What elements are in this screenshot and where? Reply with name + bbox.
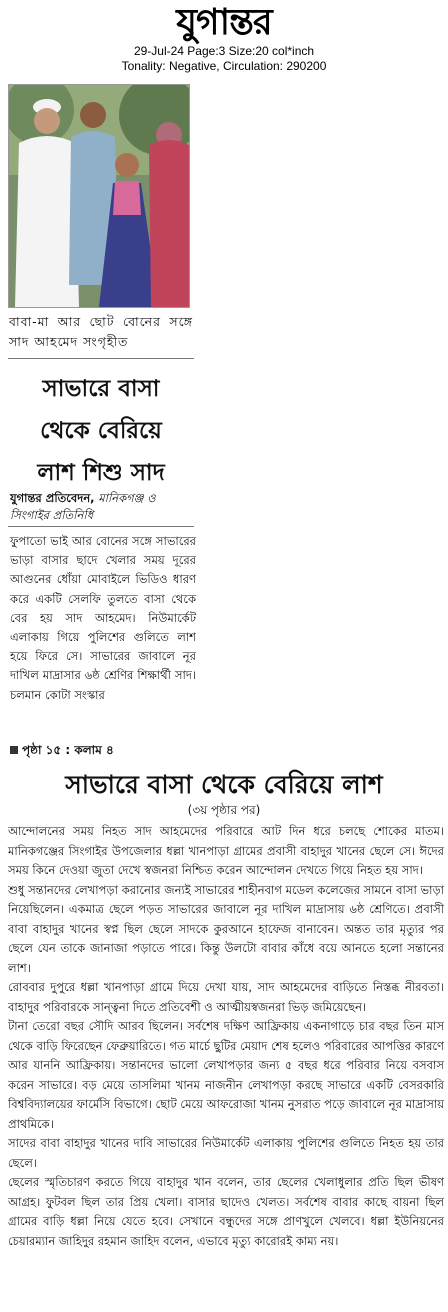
masthead: [0, 0, 448, 74]
paragraph: আন্দোলনের সময় নিহত সাদ আহমেদের পরিবারে আট দিন ধরে চলছে শোকের মাতম। মানিকগঞ্জের সিংগাইর উপজেলার ধল্লা খানপাড়া গ্রামের প্রবাসী বাহাদুর খানের ছেলে সে। ঈদের সময় কিনে দেওয়া জুতা দেখে স্বজনরা নিশ্চিত করেন আন্দোলন দেখতে গিয়ে নিহত হয় সাদ।: [8, 824, 444, 877]
clipping-meta-line1: 29-Jul-24 Page:3 Size:20 col*inch: [133, 44, 315, 58]
byline-location: মানিকগঞ্জ ও সিংগাইর প্রতিনিধি: [10, 491, 156, 522]
family-photo: [8, 84, 190, 308]
jump-reference: [10, 742, 114, 762]
family-photo-image: [9, 85, 189, 307]
byline: [10, 490, 196, 524]
article-body: ফুপাতো ভাই আর বোনের সঙ্গে সাভারের ভাড়া বাসার ছাদে খেলার সময় দূরের আগুনের ধোঁয়া মোবাইলে ভিডিও ধারণ করে একটি সেলফি তুলতে বাসা থেকে বের হয় সাদ আহমেদ। নিউমার্কেট এলাকায় গিয়ে পুলিশের গুলিতে লাশ হয়ে ফিরে সে। সাভারের জাবালে নূর দাখিল মাদ্রাসার ৬ষ্ঠ শ্রেণির শিক্ষার্থী সাদ। চলমান কোটা সংস্কার: [10, 534, 196, 702]
paragraph: শুধু সন্তানদের লেখাপড়া করানোর জন্যই সাভারের শাহীনবাগ মডেল কলেজের সামনে বাসা ভাড়া নিয়েছিলেন। একমাত্র ছেলে পড়ত সাভারের জাবালে নূর দাখিল মাদ্রাসায় ৬ষ্ঠ শ্রেণিতে। প্রবাসী বাবা বাহাদুর খানের স্বপ্ন ছিল ছেলে সাদকে কুরআনে হাফেজ বানাবেন। অন্তত তার মৃত্যুর পর ছেলে যেন তাকে জানাজা পড়াতে পারে। কিন্তু উলটো বাবার কাঁধে বয়ে আনতে হলো সন্তানের লাশ।: [8, 882, 444, 975]
paragraph: ছেলের স্মৃতিচারণ করতে গিয়ে বাহাদুর খান বলেন, তার ছেলের খেলাধুলার প্রতি ছিল ভীষণ আগ্রহ। ফুটবল ছিল তার প্রিয় খেলা। বাসার ছাদেও খেলত। সর্বশেষ বাবার কাছে বায়না ছিল গ্রামের বাড়ি ধল্লা নিয়ে যেতে হবে। সেখানে বন্ধুদের সঙ্গে প্রাণখুলে খেলবে। ধল্লা ইউনিয়নের চেয়ারম্যান জাহিদুর রহমান জাহিদ বলেন, এভাবে মৃত্যু কারোরই কাম্য নয়।: [8, 1175, 444, 1248]
square-bullet-icon: [10, 746, 18, 754]
continuation-body: [8, 822, 444, 1251]
newspaper-logo: যুগান্তর: [176, 1, 272, 43]
paragraph: টানা তেরো বছর সৌদি আরব ছিলেন। সর্বশেষ দক্ষিণ আফ্রিকায় একনাগাড়ে চার বছর তিন মাস থেকে বাড়ি ফিরেছেন ফেব্রুয়ারিতে। গত মার্চে ছুটির মেয়াদ শেষ হলেও পরিবারের আপত্তির কারণে আর যাননি আফ্রিকায়। সন্তানদের ভালো লেখাপড়ার জন্য ৫ বছর ধরে পরিবার নিয়ে বসবাস করেন সাভারে। বড় মেয়ে তাসলিমা খানম নাজনীন লেখাপড়া করছে সাভারে একটি বেসরকারি বিশ্ববিদ্যালয়ের ফার্মেসি বিভাগে। ছোট মেয়ে আফরোজা খানম নুসরাত পড়ে জাবালে নূর মাদ্রাসায় প্রাথমিকে।: [8, 1019, 444, 1131]
article-headline: [8, 368, 194, 494]
headline-line: থেকে বেরিয়ে: [40, 418, 162, 444]
continued-from: (৩য় পৃষ্ঠার পর): [187, 803, 261, 817]
divider: [8, 526, 194, 527]
headline-line: লাশ শিশু সাদ: [37, 460, 165, 486]
paragraph: রোববার দুপুরে ধল্লা খানপাড়া গ্রামে দিয়ে দেখা যায়, সাদ আহমেদের বাড়িতে নিস্তব্ধ নীরবতা। বাহাদুর পরিবারকে সান্ত্বনা দিতে প্রতিবেশী ও আত্মীয়স্বজনরা ভিড় জমিয়েছেন।: [8, 980, 444, 1014]
headline-line: সাভারে বাসা: [42, 376, 160, 402]
jump-text: পৃষ্ঠা ১৫ : কলাম ৪: [22, 743, 114, 757]
continuation-headline: সাভারে বাসা থেকে বেরিয়ে লাশ: [65, 770, 383, 799]
paragraph: সাদের বাবা বাহাদুর খানের দাবি সাভারের নিউমার্কেট এলাকায় পুলিশের গুলিতে নিহত হয় তার ছেলে।: [8, 1136, 444, 1170]
divider: [8, 358, 194, 359]
photo-caption: বাবা-মা আর ছোট বোনের সঙ্গে সাদ আহমেদ সংগৃহীত: [9, 314, 193, 349]
clipping-meta-line2: Tonality: Negative, Circulation: 290200: [121, 59, 327, 73]
byline-agency: যুগান্তর প্রতিবেদন,: [10, 491, 95, 505]
